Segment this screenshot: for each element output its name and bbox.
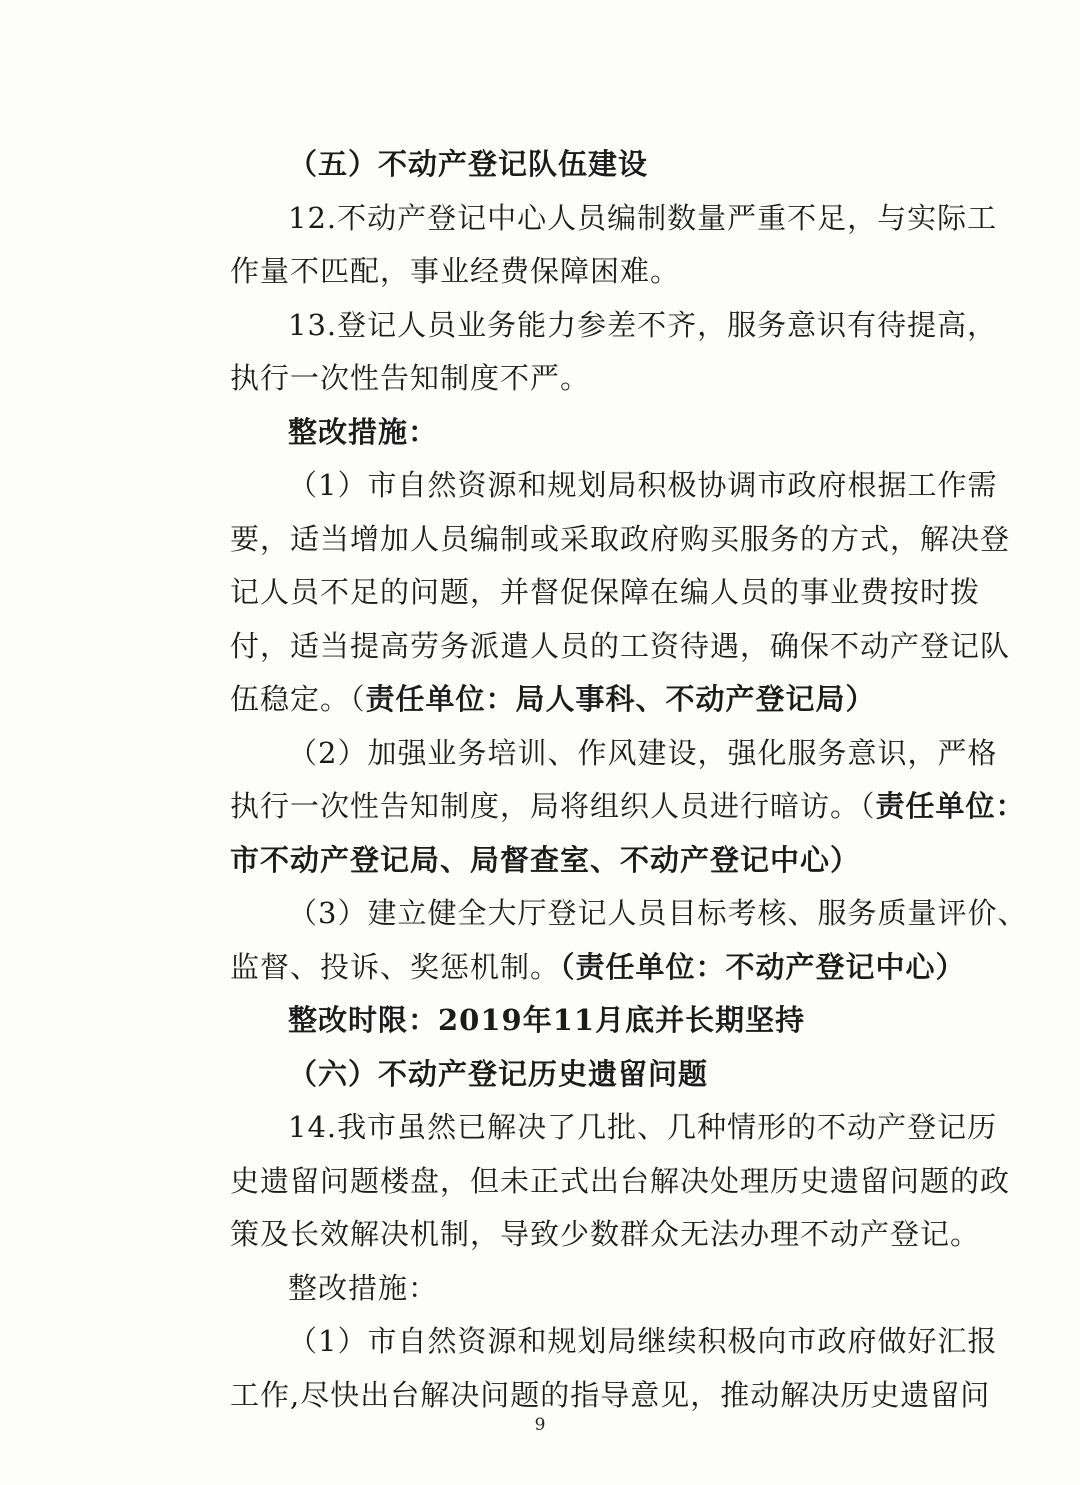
text-line: （五）不动产登记队伍建设 [288,147,649,181]
text-line-plain: 监督、投诉、奖惩机制。 [230,949,561,984]
text-line: 要，适当增加人员编制或采取政府购买服务的方式，解决登 [230,521,1011,556]
text-line: （六）不动产登记历史遗留问题 [288,1056,709,1091]
text-line: 工作,尽快出台解决问题的指导意见，推动解决历史遗留问 [230,1377,991,1412]
text-line: 12.不动产登记中心人员编制数量严重不足，与实际工 [288,200,998,235]
text-line: 作量不匹配，事业经费保障困难。 [230,254,681,288]
text-line [230,673,970,727]
text-line [230,941,970,995]
document-body [230,138,1028,1422]
text-line: 付，适当提高劳务派遣人员的工资待遇，确保不动产登记队 [230,628,1011,663]
text-line: 策及长效解决机制，导致少数群众无法办理不动产登记。 [230,1217,981,1251]
text-line: （2）加强业务培训、作风建设，强化服务意识，严格 [288,735,998,770]
text-line: 执行一次性告知制度不严。 [230,361,591,395]
text-line: 整改措施： [288,414,439,449]
text-line: 整改时限：2019年11月底并长期坚持 [288,1003,806,1037]
page-number: 9 [534,1415,546,1435]
text-line-bold: （责任单位：不动产登记中心） [560,949,966,984]
text-line-bold: 责任单位：局人事科、不动产登记局） [365,682,876,716]
text-line-plain: 伍稳定。（ [230,682,366,716]
text-line: （3）建立健全大厅登记人员目标考核、服务质量评价、 [288,896,1028,930]
text-line: （1）市自然资源和规划局积极协调市政府根据工作需 [288,468,998,502]
text-line-bold: 责任单位： [875,789,1026,823]
text-line: 市不动产登记局、局督查室、不动产登记中心） [230,842,861,877]
text-line: 13.登记人员业务能力参差不齐，服务意识有待提高， [288,307,998,342]
text-line [230,780,1026,834]
text-line: 记人员不足的问题，并督促保障在编人员的事业费按时拨 [230,575,981,609]
text-line: 史遗留问题楼盘，但未正式出台解决处理历史遗留问题的政 [230,1163,1011,1198]
text-line: 14.我市虽然已解决了几批、几种情形的不动产登记历 [288,1110,998,1144]
text-line-plain: 执行一次性告知制度，局将组织人员进行暗访。（ [230,789,876,823]
text-line: 整改措施： [288,1270,439,1305]
text-line: （1）市自然资源和规划局继续积极向市政府做好汇报 [288,1324,998,1358]
